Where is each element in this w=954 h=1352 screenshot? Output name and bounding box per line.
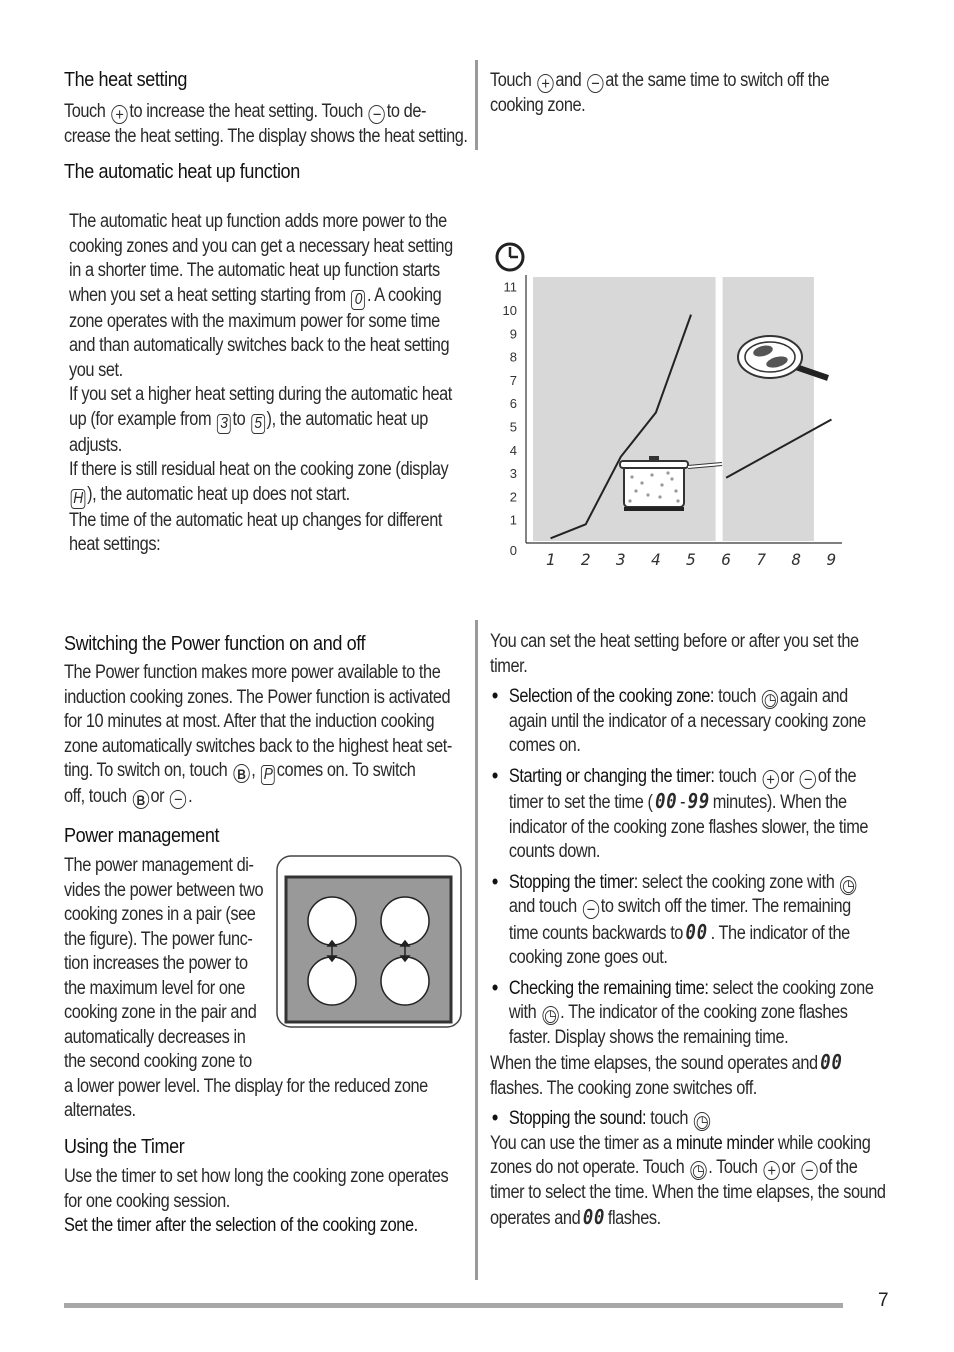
chart-x-tick-label: 7: [756, 550, 767, 569]
auto-heat-text: The automatic heat up function adds more power to the cooking zones and you can get a necessary heat setting in a shorter time. The automatic heat up function starts when you set a heat setting starting from 0 . A cooking zone operates with the maximum power for some time and than automatically switches back to the heat setting you set. If you set a higher heat setting during the automatic heat up (for example from 3 to 5 ), the automatic heat up adjusts. If there is still residual heat on the cooking zone (display H ), the automatic heat up does not start. The time of the automatic heat up changes for different heat settings:: [69, 211, 453, 555]
chart-x-tick-label: 9: [826, 550, 837, 569]
column-divider-bottom: [475, 620, 478, 1280]
display-symbol-p: P: [261, 765, 275, 785]
display-symbol-h: H: [71, 489, 86, 509]
minus-icon: −: [800, 770, 816, 789]
display-00: 00: [582, 1205, 606, 1229]
column-divider-top: [475, 60, 478, 150]
bullet-sound: • Stopping the sound: touch ◷: [490, 1107, 886, 1132]
clock-icon: ◷: [542, 1006, 558, 1025]
bullet-selection: • Selection of the cooking zone: touch ◷ again and again until the indicator of a necessary cooking zone comes on.: [490, 685, 886, 759]
clock-icon: ◷: [840, 876, 856, 895]
heat-setting-text: Touch + to increase the heat setting. Touch − to de- crease the heat setting. The display shows the heat setting.: [64, 101, 468, 147]
clock-icon: ◷: [762, 690, 778, 709]
bullet-stopping: • Stopping the timer: select the cooking zone with ◷ and touch − to switch off the timer. The remaining time counts backwards to 00 . The indicator of the cooking zone goes out.: [490, 871, 886, 971]
chart-y-tick-label: 9: [509, 326, 517, 342]
chart-shaded-region: [723, 277, 814, 541]
power-management-text: The power management di- vides the power between two cooking zones in a pair (see the figure). The power func- tion increases the power to the maximum level for one cooking zone in the pair and automatically decreases in the second cooking zone to a lower power level. The display for the reduced zone alternates.: [64, 855, 428, 1121]
bullet-starting: • Starting or changing the timer: touch + or − of the timer to set the time ( 00 - 99 minutes). When the indicator of the cooking zone flashes slower, the time counts down.: [490, 765, 886, 865]
chart-y-tick-label: 2: [509, 489, 517, 505]
display-00: 00: [820, 1050, 843, 1074]
plus-icon: +: [762, 770, 778, 789]
chart-y-tick-label: 3: [509, 466, 517, 482]
chart-y-tick-label: 0: [509, 543, 517, 558]
minus-icon: −: [369, 105, 385, 124]
switch-off-text: Touch + and − at the same time to switch off the cooking zone.: [490, 70, 830, 116]
pan-illustration: [738, 336, 828, 378]
page-number: 7: [878, 1290, 889, 1311]
chart-x-tick-label: 1: [545, 550, 556, 569]
display-symbol-five: 5: [251, 414, 265, 434]
chart-x-tick-label: 6: [721, 550, 731, 569]
chart-y-tick-label: 11: [503, 279, 517, 295]
power-b-icon: B: [132, 790, 148, 809]
timer-text: Use the timer to set how long the cooking zone operates for one cooking session. Set the timer after the selection of the cooking zone.: [64, 1166, 449, 1236]
cooktop-figure: [276, 855, 464, 1030]
chart-y-tick-label: 10: [502, 302, 517, 318]
chart-x-tick-label: 3: [615, 550, 626, 569]
bullet-checking: • Checking the remaining time: select the cooking zone with ◷ . The indicator of the cooking zone flashes faster. Display shows the remaining time.: [490, 977, 886, 1051]
chart-x-tick-label: 8: [791, 550, 802, 569]
power-management-title: Power management: [64, 824, 220, 847]
minus-icon: −: [587, 74, 603, 93]
chart-y-tick-label: 4: [509, 442, 517, 458]
chart-y-tick-label: 8: [509, 349, 517, 365]
auto-heat-title: The automatic heat up function: [64, 160, 300, 183]
power-function-title: Switching the Power function on and off: [64, 632, 366, 655]
clock-icon: [497, 244, 523, 270]
power-b-icon: B: [233, 764, 249, 783]
clock-icon: ◷: [690, 1161, 706, 1180]
display-00: 00: [655, 789, 678, 813]
auto-heat-chart: [490, 235, 850, 575]
plus-icon: +: [111, 105, 127, 124]
minus-icon: −: [583, 900, 599, 919]
minus-icon: −: [170, 790, 186, 809]
display-00: 00: [685, 919, 708, 944]
chart-x-tick-label: 2: [580, 550, 591, 569]
display-symbol-zero: 0: [351, 290, 365, 310]
display-symbol-three: 3: [217, 414, 231, 434]
minus-icon: −: [801, 1161, 817, 1180]
chart-x-tick-label: 4: [651, 550, 661, 569]
footer-rule: [64, 1303, 843, 1308]
chart-y-tick-label: 1: [509, 512, 517, 528]
chart-y-tick-label: 7: [509, 372, 517, 388]
heat-setting-title: The heat setting: [64, 68, 188, 91]
display-99: 99: [687, 789, 711, 813]
timer-title: Using the Timer: [64, 1135, 185, 1158]
timer-instructions: You can set the heat setting before or after you set the timer. • Selection of the cooking zone: touch ◷ again and again until the indicator of a necessary cooking zone comes on. • Starting or changing the timer: touch + or − of the timer to set the time ( 00 - 99 minutes). When the indicator of the cooking zone flashes slower, the time counts down. • Stopping the timer: select the cooking zone with ◷ and touch − to switch off the timer. The remaining time counts backwards to 00 . The indicator of the cooking zone goes out. • Checking the remaining time: select the cooking zone with ◷ . The indicator of the cooking zone flashes faster. Display shows the remaining time. When the time elapses, the sound operates and 00 flashes. The cooking zone switches off. • Stopping the sound: touch ◷ You can use the timer as a minute minder while cooking zones do not operate. Touch ◷ . Touch + or − of the timer to select the time. When the time elapses, the sound operates and 00 flashes.: [490, 630, 886, 1232]
power-function-text: The Power function makes more power available to the induction cooking zones. The Power function is activated for 10 minutes at most. After that the induction cooking zone automatically switches back to the highest heat set- ting. To switch on, touch B , P comes on. To switch off, touch B or − .: [64, 662, 452, 809]
chart-x-tick-label: 5: [686, 550, 696, 569]
plus-icon: +: [537, 74, 553, 93]
plus-icon: +: [763, 1161, 779, 1180]
chart-y-tick-label: 6: [509, 396, 517, 412]
clock-icon: ◷: [694, 1112, 710, 1131]
chart-y-tick-label: 5: [509, 419, 517, 435]
